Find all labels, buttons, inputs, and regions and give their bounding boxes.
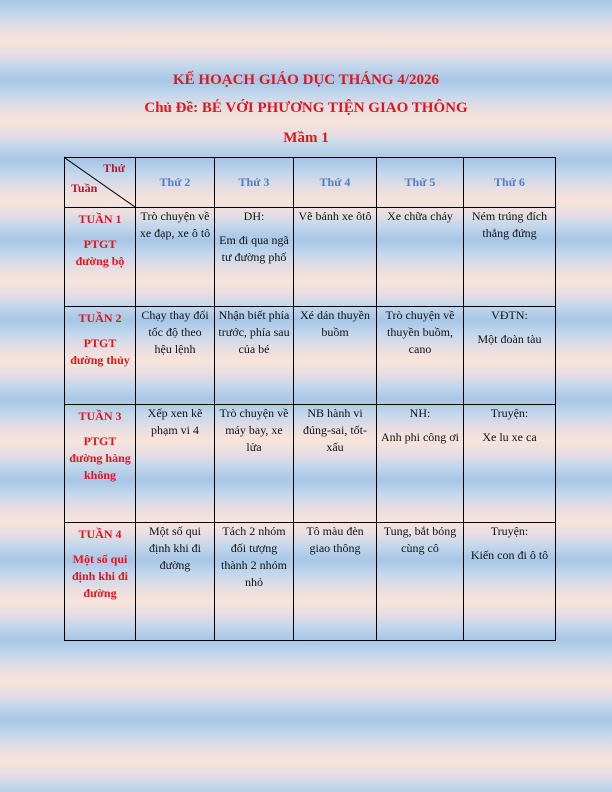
activity-text: Nhận biết phía trước, phía sau của bé — [218, 308, 290, 356]
week-header — [65, 523, 136, 641]
activity-cell — [377, 523, 464, 641]
activity-label: NH: — [409, 406, 431, 420]
week-row — [65, 523, 556, 641]
activity-label: Truyện: — [490, 524, 529, 538]
plan-title: KẾ HOẠCH GIÁO DỤC THÁNG 4/2026 — [173, 72, 439, 88]
activity-text: Ném trúng đích thẳng đứng — [471, 209, 548, 240]
week-label: TUẦN 2 — [78, 311, 122, 325]
activity-cell — [294, 523, 377, 641]
activity-text: Trò chuyện về xe đạp, xe ô tô — [139, 209, 211, 240]
activity-text: Xe chữa cháy — [387, 209, 453, 223]
activity-cell — [215, 307, 294, 405]
activity-label: DH: — [243, 209, 265, 223]
activity-text: Tách 2 nhóm đối tượng thành 2 nhóm nhỏ — [221, 524, 287, 589]
week-topic: PTGT đường hàng không — [69, 434, 131, 482]
day-header: Thứ 2 — [136, 158, 215, 208]
activity-text: Chạy thay đổi tốc độ theo hệu lệnh — [141, 308, 209, 356]
activity-cell — [136, 208, 215, 307]
corner-cell — [65, 158, 136, 208]
week-label: TUẦN 4 — [78, 527, 122, 541]
week-topic: Một số qui định khi đi đường — [71, 552, 129, 600]
activity-cell — [294, 307, 377, 405]
day-header: Thứ 6 — [464, 158, 556, 208]
activity-text: NB hành vi đúng-sai, tốt-xấu — [303, 406, 367, 454]
activity-cell — [215, 208, 294, 307]
corner-week-label: Tuần — [71, 181, 98, 195]
activity-cell — [136, 523, 215, 641]
activity-cell — [215, 523, 294, 641]
activity-cell — [464, 405, 556, 523]
day-header: Thứ 3 — [215, 158, 294, 208]
activity-cell — [377, 405, 464, 523]
activity-text: Tô màu đèn giao thông — [306, 524, 364, 555]
activity-cell — [294, 405, 377, 523]
week-row — [65, 208, 556, 307]
week-topic: PTGT đường bộ — [75, 237, 125, 268]
week-label: TUẦN 1 — [78, 212, 122, 226]
activity-text: Một số qui định khi đi đường — [148, 524, 201, 572]
week-topic: PTGT đường thủy — [70, 336, 130, 367]
activity-cell — [215, 405, 294, 523]
week-header — [65, 208, 136, 307]
day-header: Thứ 4 — [294, 158, 377, 208]
activity-text: Một đoàn tàu — [477, 332, 542, 346]
week-row — [65, 405, 556, 523]
activity-text: Anh phi công ơi — [380, 430, 459, 444]
activity-cell — [464, 208, 556, 307]
week-header — [65, 405, 136, 523]
class-name: Mầm 1 — [283, 130, 329, 146]
activity-label: Truyện: — [490, 406, 529, 420]
week-label: TUẦN 3 — [78, 409, 122, 423]
activity-text: Vẽ bánh xe ôtô — [298, 209, 372, 223]
activity-text: Kiến con đi ô tô — [470, 548, 549, 562]
weekly-plan-table — [64, 157, 556, 641]
activity-text: Xe lu xe ca — [482, 430, 537, 444]
activity-text: Trò chuyện về thuyền buồm, cano — [385, 308, 455, 356]
activity-text: Trò chuyện về máy bay, xe lửa — [219, 406, 289, 454]
activity-cell — [136, 307, 215, 405]
week-row — [65, 307, 556, 405]
activity-cell — [464, 307, 556, 405]
header-row — [65, 158, 556, 208]
activity-text: Xếp xen kẽ phạm vi 4 — [147, 406, 203, 437]
activity-cell — [377, 208, 464, 307]
week-header — [65, 307, 136, 405]
corner-day-label: Thứ — [103, 161, 125, 175]
activity-cell — [136, 405, 215, 523]
activity-text: Em đi qua ngã tư đường phố — [219, 233, 289, 264]
activity-cell — [294, 208, 377, 307]
activity-label: VĐTN: — [491, 308, 528, 322]
activity-text: Xé dán thuyền buồm — [300, 308, 370, 339]
theme-title: Chủ Đề: BÉ VỚI PHƯƠNG TIỆN GIAO THÔNG — [144, 100, 468, 116]
activity-text: Tung, bắt bóng cùng cô — [383, 524, 457, 555]
activity-cell — [377, 307, 464, 405]
day-header: Thứ 5 — [377, 158, 464, 208]
activity-cell — [464, 523, 556, 641]
